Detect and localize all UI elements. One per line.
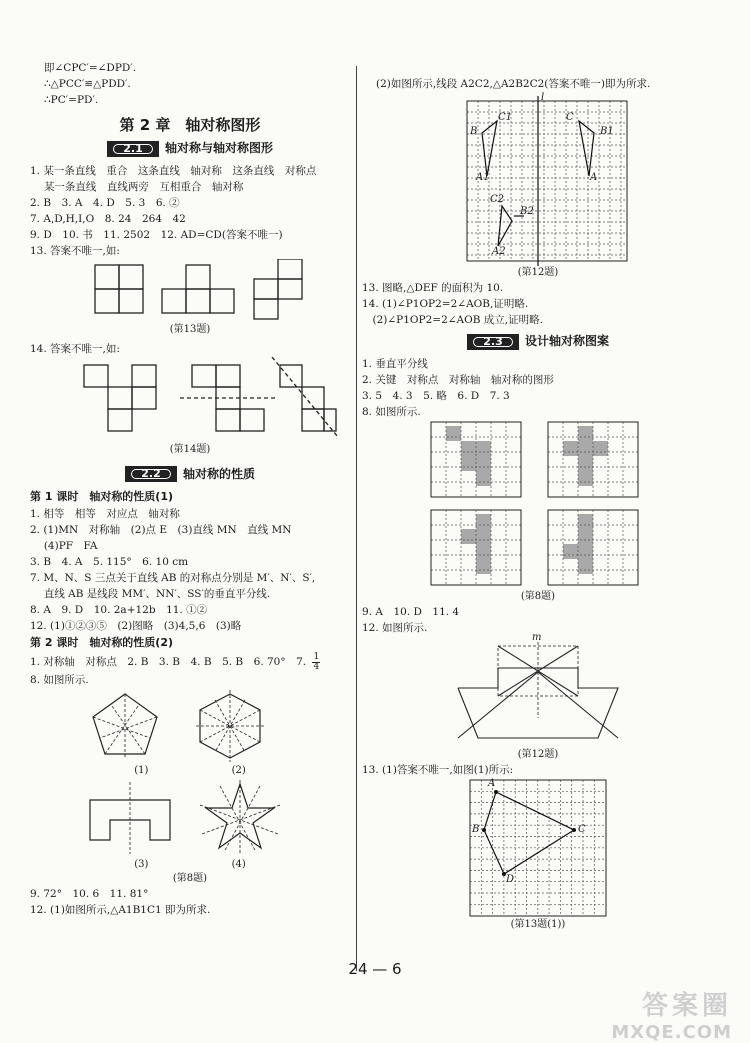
label-c: C xyxy=(566,112,574,123)
figure-q8-patterns xyxy=(418,420,658,590)
answer-line xyxy=(30,652,350,672)
label-l: l xyxy=(541,92,545,103)
answer-line: 12. (1)如图所示,△A1B1C1 即为所求. xyxy=(30,904,211,916)
answer-line: 8. 如图所示. xyxy=(362,405,421,418)
trapezoid-drawing xyxy=(448,638,628,748)
caption-q12b: (第12题) xyxy=(517,748,559,760)
page-number: 24 — 6 xyxy=(348,960,402,978)
figure-q12-grid xyxy=(462,92,632,266)
caption-2: (2) xyxy=(231,765,246,776)
lesson-1-title: 第 1 课时 轴对称的性质(1) xyxy=(30,490,174,503)
figure-q13 xyxy=(40,259,340,323)
figure-q14 xyxy=(40,357,340,443)
prev-line-1: 即∠CPC′=∠DPD′. xyxy=(44,62,137,74)
label-c: C xyxy=(578,823,586,835)
answer-line: 9. D 10. 书 11. 2502 12. AD=CD(答案不唯一) xyxy=(30,228,283,241)
caption-q13-1: (第13题(1)) xyxy=(510,918,566,930)
answer-line: 8. 如图所示. xyxy=(30,674,89,686)
fraction-denominator: 4 xyxy=(313,661,320,672)
answer-line: (2)如图所示,线段 A2C2,△A2B2C2(答案不唯一)即为所求. xyxy=(376,78,651,90)
figure-q13-grid xyxy=(468,778,608,918)
question-13: 13. (1)答案不唯一,如图(1)所示: xyxy=(362,763,514,776)
answer-line: 13. 答案不唯一,如: xyxy=(30,244,120,257)
column-divider xyxy=(356,66,357,971)
section-2-1-header xyxy=(30,139,350,157)
section-title: 设计轴对称图案 xyxy=(524,334,609,348)
section-badge: 2.3 xyxy=(467,334,519,350)
caption-4: (4) xyxy=(231,859,246,870)
fraction-numerator: 1 xyxy=(313,651,320,662)
label-b1: B1 xyxy=(600,126,614,137)
section-title: 轴对称的性质 xyxy=(182,466,255,481)
answer-line: (4)PF FA xyxy=(30,540,98,552)
section-title: 轴对称与轴对称图形 xyxy=(164,141,273,155)
right-column xyxy=(362,76,714,932)
section-badge: 2.1 xyxy=(107,141,159,157)
answer-line: 8. A 9. D 10. 2a+12b 11. ①② xyxy=(30,604,208,616)
section-2-2-header xyxy=(30,465,350,483)
figure-q12-trapezoid xyxy=(448,631,628,748)
q13-drawing xyxy=(468,778,608,918)
caption-q8-row2 xyxy=(30,858,350,872)
label-a: A xyxy=(590,172,598,183)
answer-line: 7. M、N、S 三点关于直线 AB 的对称点分别是 M′、N′、S′, xyxy=(30,572,316,584)
answer-line: 9. 72° 10. 6 11. 81° xyxy=(30,888,149,900)
answer-line: 3. 5 4. 3 5. 略 6. D 7. 3 xyxy=(362,389,510,402)
label-c2: C2 xyxy=(490,194,505,205)
label-d: D xyxy=(506,873,515,885)
caption-1: (1) xyxy=(134,765,149,776)
answer-line: 13. 图略,△DEF 的面积为 10. xyxy=(362,282,504,294)
answer-text: 1. 对称轴 对称点 2. B 3. B 4. B 5. B 6. 70° 7. xyxy=(30,656,307,668)
answer-line: 14. (1)∠P1OP2=2∠AOB,证明略. xyxy=(362,298,529,310)
answer-line: 1. 某一条直线 重合 这条直线 轴对称 这条直线 对称点 xyxy=(30,164,317,177)
chapter-title: 第 2 章 轴对称图形 xyxy=(119,116,261,134)
label-c1: C1 xyxy=(498,112,513,123)
prev-line-2: ∴△PCC′≌△PDD′. xyxy=(44,78,131,90)
question-14: 14. 答案不唯一,如: xyxy=(30,342,120,355)
caption-3: (3) xyxy=(134,859,149,870)
fraction xyxy=(312,653,320,672)
left-column xyxy=(30,60,350,918)
answer-line: 某一条直线 直线两旁 互相重合 轴对称 xyxy=(30,180,244,193)
prev-line-3: ∴PC′=PD′. xyxy=(44,94,99,106)
answer-line: 12. (1)①②③⑤ (2)图略 (3)4,5,6 (3)略 xyxy=(30,620,242,632)
label-b: B xyxy=(470,126,478,137)
figure-q8-row1 xyxy=(60,688,320,764)
label-a2: A2 xyxy=(492,246,506,257)
answer-line: 12. 如图所示. xyxy=(362,621,428,634)
label-m: m xyxy=(532,631,542,643)
label-b: B xyxy=(472,823,480,835)
watermark-line-2: MXQE.COM xyxy=(611,1022,732,1043)
caption-q8: (第8题) xyxy=(520,590,556,602)
section-badge: 2.2 xyxy=(125,466,177,482)
label-b2: B2 xyxy=(520,206,534,217)
answer-line: 1. 垂直平分线 xyxy=(362,357,428,370)
answer-line: 7. A,D,H,I,O 8. 24 264 42 xyxy=(30,212,186,225)
caption-q12: (第12题) xyxy=(517,267,559,278)
label-a1: A1 xyxy=(476,172,490,183)
caption-q13: (第13题) xyxy=(169,323,211,335)
answer-line: 2. 关键 对称点 对称轴 轴对称的图形 xyxy=(362,373,554,386)
watermark xyxy=(611,985,732,1043)
caption-q8-row1 xyxy=(30,764,350,778)
answer-line: 2. (1)MN 对称轴 (2)点 E (3)直线 MN 直线 MN xyxy=(30,524,292,536)
figure-q8-row2 xyxy=(60,778,320,858)
caption-q8: (第8题) xyxy=(172,873,208,884)
label-a: A xyxy=(488,777,496,789)
answer-line: (2)∠P1OP2=2∠AOB 成立,证明略. xyxy=(362,314,543,326)
caption-q14: (第14题) xyxy=(169,443,211,455)
answer-line: 9. A 10. D 11. 4 xyxy=(362,605,460,618)
answer-line: 3. B 4. A 5. 115° 6. 10 cm xyxy=(30,556,189,568)
answer-line: 1. 相等 相等 对应点 轴对称 xyxy=(30,508,180,520)
lesson-2-title: 第 2 课时 轴对称的性质(2) xyxy=(30,636,174,649)
answer-line: 2. B 3. A 4. D 5. 3 6. ② xyxy=(30,196,180,209)
watermark-line-1: 答案圈 xyxy=(641,991,732,1021)
answer-line: 直线 AB 是线段 MM′、NN′、SS′的垂直平分线. xyxy=(30,588,271,600)
section-2-3-header xyxy=(362,332,714,350)
